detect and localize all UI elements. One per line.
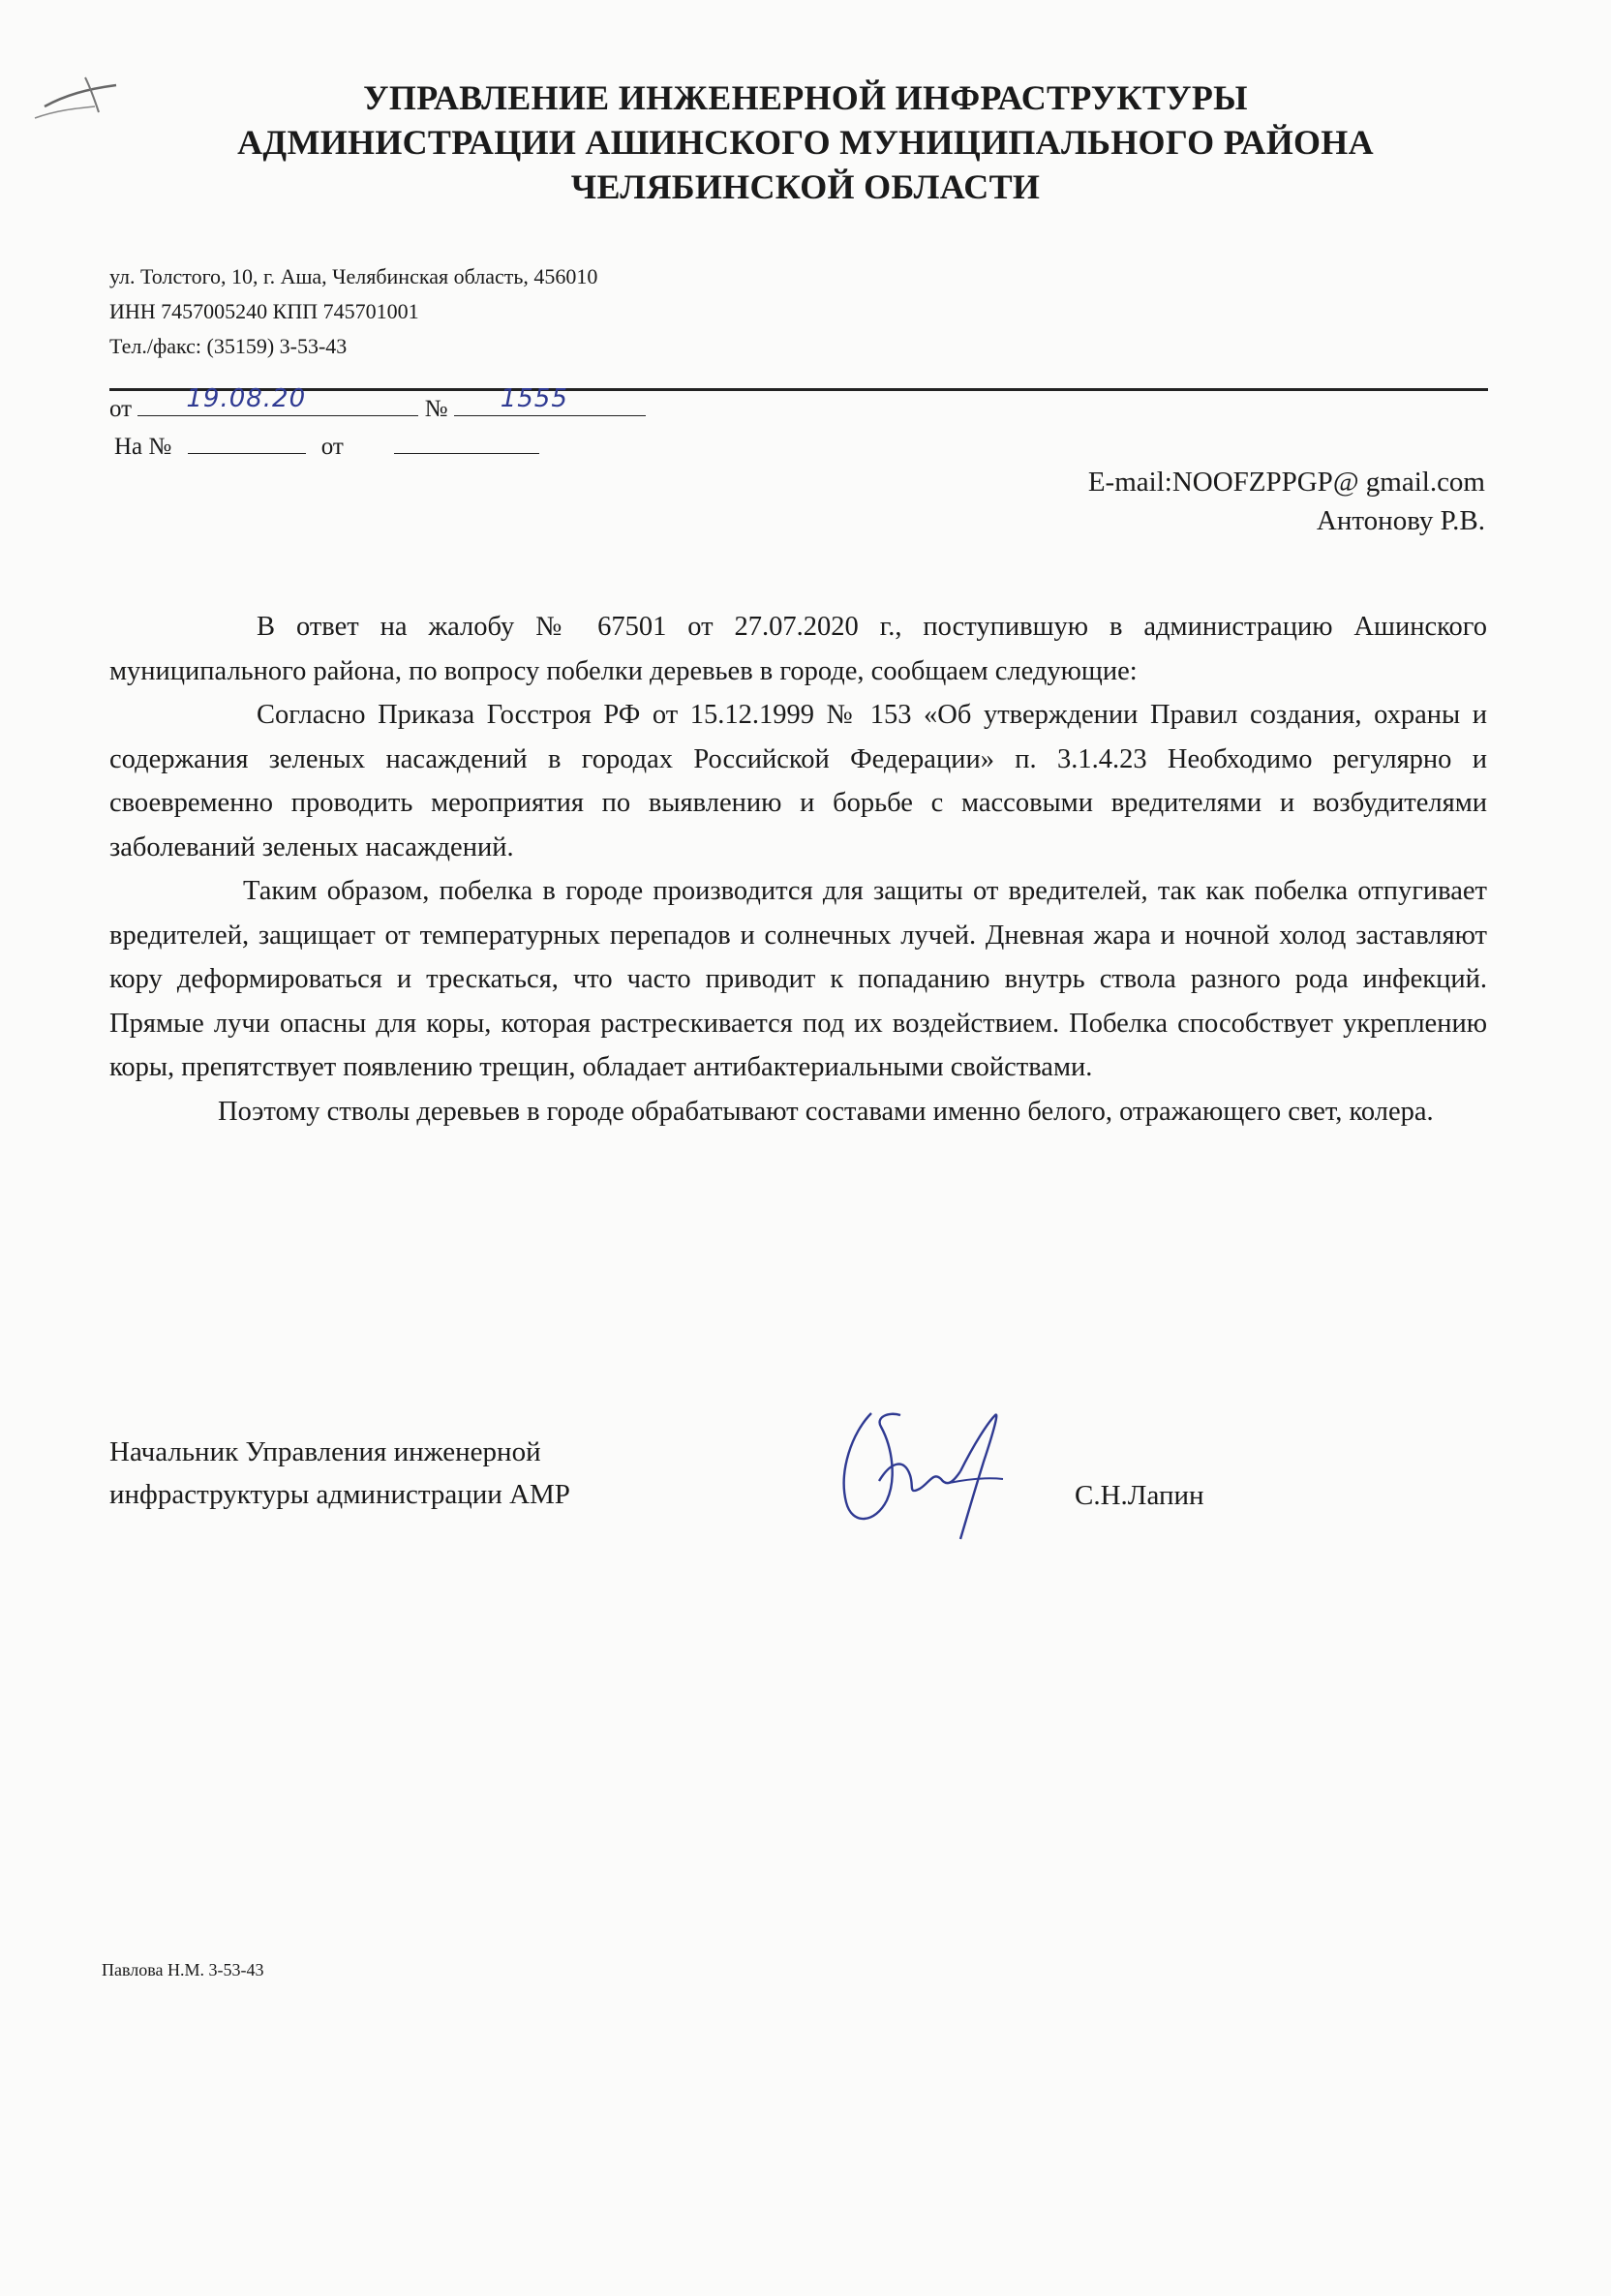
signatory-title-line-2: инфраструктуры администрации АМР (109, 1479, 570, 1510)
outgoing-date-line (137, 384, 418, 416)
body-paragraph-2: Согласно Приказа Госстроя РФ от 15.12.1999 № 153 «Об утверждении Правил создания, охраны и содержания зеленых насаждений в городах Российской Федерации» п. 3.1.4.23 Необходимо регулярно и своевременно проводить мероприятия по выявлению и борьбе с массовыми вредителями и возбудителями заболеваний зеленых насаждений. (109, 700, 1487, 862)
letterhead-line-1: УПРАВЛЕНИЕ ИНЖЕНЕРНОЙ ИНФРАСТРУКТУРЫ (363, 78, 1248, 117)
letter-body (109, 605, 1487, 1133)
incoming-from-label: от (320, 434, 344, 460)
outgoing-from-label: от (109, 396, 133, 422)
outgoing-number-line (454, 384, 646, 416)
signatory-title-line-1: Начальник Управления инженерной (109, 1436, 541, 1467)
addressee-email: E-mail:NOOFZPPGP@ gmail.com (1087, 467, 1485, 498)
outgoing-reference (109, 384, 646, 424)
outgoing-number-label: № (424, 396, 448, 422)
letterhead-line-2: АДМИНИСТРАЦИИ АШИНСКОГО МУНИЦИПАЛЬНОГО РАЙОНА (237, 123, 1374, 162)
handwritten-signature (833, 1394, 1026, 1549)
signatory-title (109, 1431, 570, 1516)
addressee-name: Антонову Р.В. (1316, 505, 1485, 536)
incoming-number-line (188, 428, 306, 454)
incoming-date-line (394, 428, 539, 454)
inn-kpp: ИНН 7457005240 КПП 745701001 (109, 299, 419, 323)
outgoing-number-handwritten: 1555 (500, 384, 568, 413)
address: ул. Толстого, 10, г. Аша, Челябинская область, 456010 (109, 264, 598, 288)
requisites-block (109, 259, 597, 364)
signatory-name: С.Н.Лапин (1075, 1480, 1204, 1511)
executor-info: Павлова Н.М. 3-53-43 (102, 1960, 264, 1979)
incoming-number-label: На № (114, 434, 172, 460)
letterhead-line-3: ЧЕЛЯБИНСКОЙ ОБЛАСТИ (570, 167, 1041, 206)
incoming-reference (114, 428, 539, 462)
body-paragraph-4: Поэтому стволы деревьев в городе обрабатывают составами именно белого, отражающего свет, колера. (218, 1096, 1434, 1127)
body-paragraph-3: Таким образом, побелка в городе производится для защиты от вредителей, так как побелка отпугивает вредителей, защищает от температурных перепадов и солнечных лучей. Дневная жара и ночной холод заставляют кору деформироваться и трескаться, что часто приводит к попаданию внутрь ствола разного рода инфекций. Прямые лучи опасны для коры, которая растрескивается под их воздействием. Побелка способствует укреплению коры, препятствует появлению трещин, обладает антибактериальными свойствами. (109, 876, 1487, 1082)
body-paragraph-1: В ответ на жалобу № 67501 от 27.07.2020 г., поступившую в администрацию Ашинского муниципального района, по вопросу побелки деревьев в городе, сообщаем следующие: (109, 612, 1487, 686)
outgoing-date-handwritten: 19.08.20 (186, 384, 307, 413)
letterhead (0, 76, 1611, 209)
addressee-block (1088, 463, 1485, 540)
phone-fax: Тел./факс: (35159) 3-53-43 (109, 334, 348, 358)
